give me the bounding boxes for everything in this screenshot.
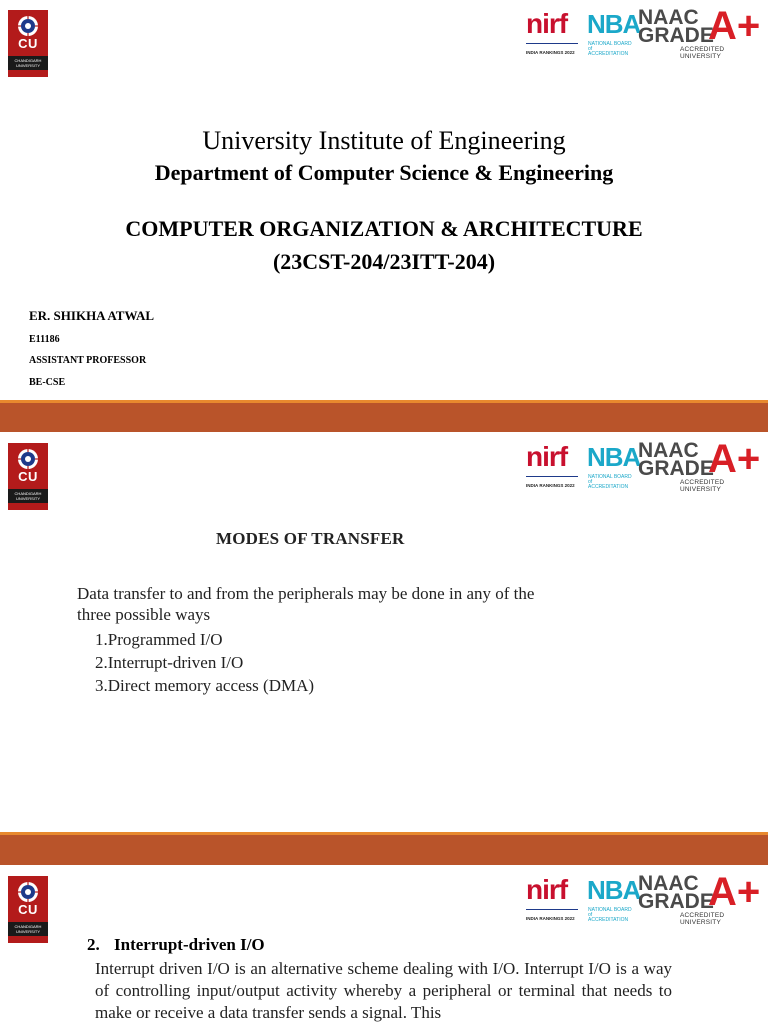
cu-logo: [8, 10, 48, 77]
nba-logo: [587, 9, 641, 58]
nirf-underline: [526, 43, 578, 44]
nba-subtext: NATIONAL BOARD of ACCREDITATION: [588, 474, 632, 490]
section-paragraph: Interrupt driven I/O is an alternative scheme dealing with I/O. Interrupt I/O is a way of controlling input/output activity whereby a peripheral or terminal that needs to make or receive a data transfer sends a signal. This: [95, 959, 672, 1022]
naac-logo: [638, 870, 764, 926]
faculty-id: E11186: [29, 334, 60, 345]
nirf-logo: [524, 443, 582, 491]
faculty-name: ER. SHIKHA ATWAL: [29, 308, 155, 323]
nba-subtext: NATIONAL BOARD of ACCREDITATION: [588, 907, 632, 923]
institute-title: University Institute of Engineering: [202, 126, 566, 155]
section-title: Interrupt-driven I/O: [114, 935, 265, 954]
slide-title: [0, 0, 768, 400]
naac-accredited: ACCREDITED UNIVERSITY: [680, 479, 725, 493]
nirf-underline: [526, 909, 578, 910]
naac-logo: [638, 437, 764, 493]
nba-logo: [587, 442, 641, 491]
list-item: 1.Programmed I/O: [95, 630, 223, 649]
slide-modes-of-transfer: [0, 432, 768, 832]
course-title: COMPUTER ORGANIZATION & ARCHITECTURE: [125, 216, 643, 241]
cu-logo-subtext: CHANDIGARH UNIVERSITY: [8, 922, 48, 936]
nirf-tagline: INDIA RANKINGS 2022: [526, 483, 575, 488]
faculty-department: BE-CSE: [29, 377, 66, 388]
nba-logo: [587, 875, 641, 924]
accreditation-logos: [524, 437, 764, 493]
cu-seal-icon: [17, 15, 39, 37]
slide-interrupt-driven-io: [0, 865, 768, 1024]
course-code: (23CST-204/23ITT-204): [272, 249, 496, 274]
cu-logo: [8, 876, 48, 943]
cu-logo: [8, 443, 48, 510]
section-heading: [87, 935, 265, 955]
naac-grade-word: GRADE: [638, 890, 714, 913]
naac-grade: A+: [708, 437, 761, 481]
modes-heading: MODES OF TRANSFER: [216, 529, 405, 548]
naac-grade-word: GRADE: [638, 24, 714, 47]
slide-divider-band: [0, 403, 768, 432]
nirf-tagline: INDIA RANKINGS 2022: [526, 916, 575, 921]
cu-logo-subtext: CHANDIGARH UNIVERSITY: [8, 56, 48, 70]
nirf-tagline: INDIA RANKINGS 2022: [526, 50, 575, 55]
faculty-designation: ASSISTANT PROFESSOR: [29, 355, 147, 366]
cu-logo-subtext: CHANDIGARH UNIVERSITY: [8, 489, 48, 503]
nirf-word: nirf: [526, 441, 568, 472]
naac-accredited: ACCREDITED UNIVERSITY: [680, 912, 725, 926]
cu-seal-icon: [17, 448, 39, 470]
cu-logo-text: CU: [18, 469, 38, 484]
accreditation-logos: [524, 4, 764, 60]
nba-word: NBA: [587, 875, 641, 905]
nirf-underline: [526, 476, 578, 477]
list-item: 2.Interrupt-driven I/O: [95, 653, 244, 672]
naac-grade: A+: [708, 4, 761, 48]
cu-seal-icon: [17, 881, 39, 903]
naac-word: NAAC: [638, 439, 699, 462]
naac-logo: [638, 4, 764, 60]
nba-word: NBA: [587, 9, 641, 39]
nirf-word: nirf: [526, 8, 568, 39]
cu-logo-text: CU: [18, 36, 38, 51]
naac-word: NAAC: [638, 872, 699, 895]
nirf-logo: [524, 876, 582, 924]
modes-intro: Data transfer to and from the peripherals may be done in any of the three possible ways: [77, 584, 535, 624]
nirf-word: nirf: [526, 874, 568, 905]
naac-accredited: ACCREDITED UNIVERSITY: [680, 46, 725, 60]
list-item: 3.Direct memory access (DMA): [95, 676, 315, 695]
cu-logo-text: CU: [18, 902, 38, 917]
accreditation-logos: [524, 870, 764, 926]
nba-word: NBA: [587, 442, 641, 472]
slide-divider-band: [0, 835, 768, 865]
naac-grade-word: GRADE: [638, 457, 714, 480]
naac-word: NAAC: [638, 6, 699, 29]
nirf-logo: [524, 10, 582, 58]
department-title: Department of Computer Science & Engineering: [154, 160, 614, 185]
naac-grade: A+: [708, 870, 761, 914]
nba-subtext: NATIONAL BOARD of ACCREDITATION: [588, 41, 632, 57]
section-number: 2.: [87, 935, 100, 954]
